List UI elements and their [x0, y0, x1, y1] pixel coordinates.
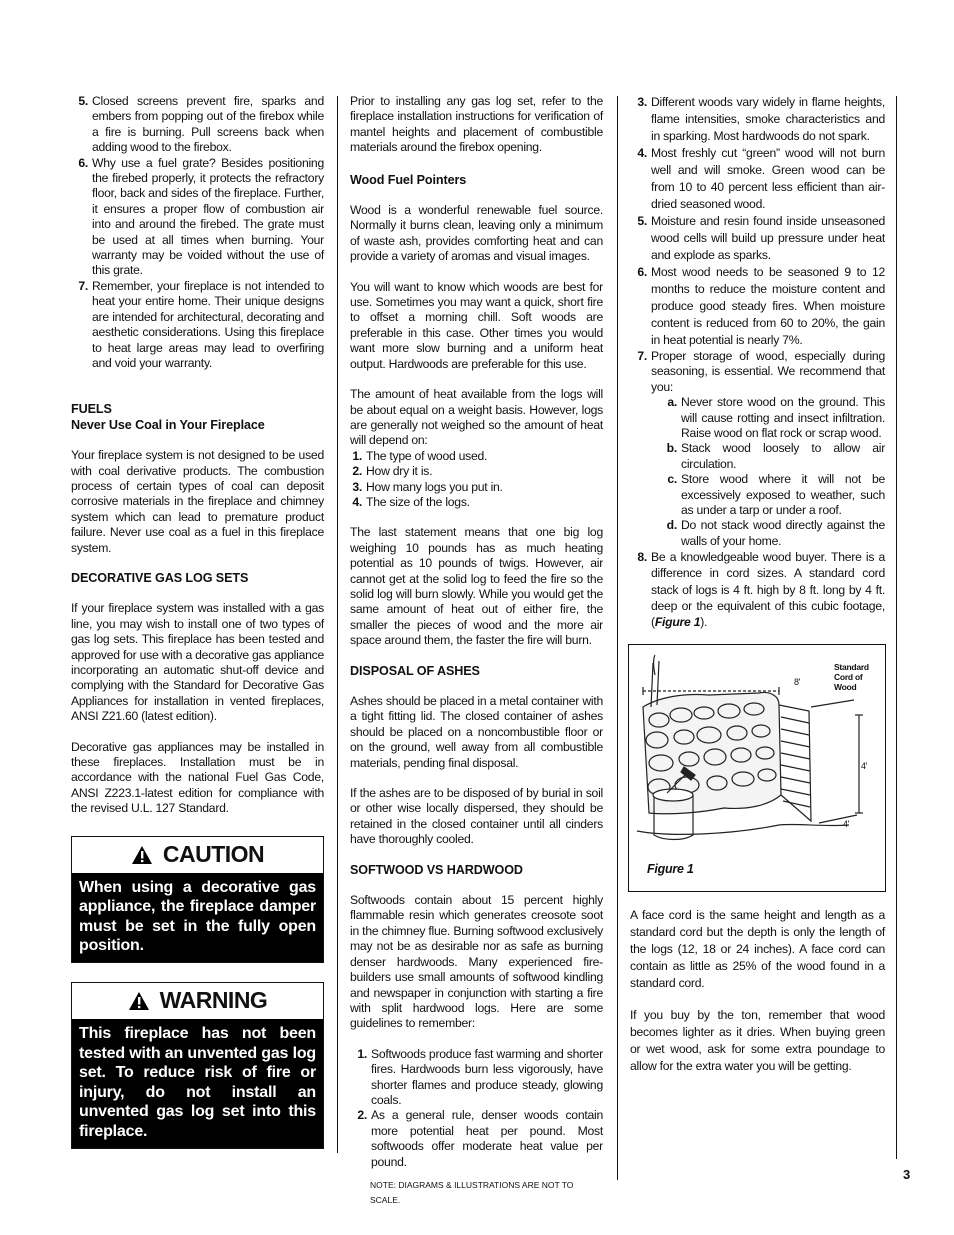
column-middle: [350, 94, 603, 1209]
warning-triangle-icon: [128, 991, 150, 1011]
list-item: 7. Remember, your fireplace is not intended to heat your entire home. Their unique designs are intended for architectural, decorating and aesthetic considerations. Using this fireplace to heat large areas may lead to overfiring and void your warranty.: [78, 278, 324, 370]
warning-text: This fireplace has not been tested with an unvented gas log set. To reduce risk of fire or injury, do not install an unvented gas log set into this fireplace.: [72, 1019, 323, 1148]
paragraph: The amount of heat available from the logs will be about equal on a weight basis. However, logs are generally not weighed so the amount of heat will depend on:: [350, 387, 603, 448]
paragraph: Wood is a wonderful renewable fuel source. Normally it burns clean, leaving only a minimum of waste ash, provides comforting heat and can provide a variety of aromas and visual images.: [350, 203, 603, 264]
column-divider-3: [896, 96, 897, 1159]
figure-label: Wood: [834, 682, 857, 693]
section-subheading: Never Use Coal in Your Fireplace: [71, 417, 265, 432]
dimension-depth: 4': [843, 819, 850, 830]
list-item: 3. Different woods vary widely in flame heights, flame intensities, smoke characteristics and in sparking. Most hardwoods do not spark.: [637, 95, 885, 143]
list-item: 6. Most wood needs to be seasoned 9 to 12 months to reduce the moisture content and produce good steady fires. When moisture content is reduced from 60 to 20%, the gain in heat potential is nearly 7%.: [637, 265, 885, 347]
list-item: 5. Moisture and resin found inside unseasoned wood cells will build up pressure under heat and explode as sparks.: [637, 214, 885, 262]
list-item: 5. Closed screens prevent fire, sparks and embers from popping out of the firebox while a fire is burning. Pull screens back when adding wood to the firebox.: [78, 94, 324, 155]
list-item: 6. Why use a fuel grate? Besides positioning the firebed properly, it protects the refractory floor, back and sides of the fireplace. Further, it ensures a proper flow of combustion air into and around the firebed. The grate must be used at all times when burning. Your warranty may be voided without the use of this grate.: [78, 155, 324, 278]
paragraph: Ashes should be placed in a metal container with a tight fitting lid. The closed container of ashes should be placed on a noncombustible floor or on the ground, well away from all combustible materials, pending final disposal.: [350, 694, 603, 770]
paragraph: If you buy by the ton, remember that wood becomes lighter as it dries. When buying green or wet wood, ask for some extra poundage to allow for the extra water you will be getting.: [630, 1008, 885, 1074]
section-heading: SOFTWOOD VS HARDWOOD: [350, 862, 523, 877]
section-heading: DECORATIVE GAS LOG SETS: [71, 570, 249, 585]
woodpile-illustration: [629, 645, 885, 891]
list-item: 4. The size of the logs.: [352, 494, 470, 509]
figure-caption: Figure 1: [647, 861, 694, 876]
page-number: 3: [903, 1167, 911, 1182]
warning-title: WARNING: [159, 987, 268, 1014]
column-left: [71, 94, 324, 1149]
figure-label: Standard: [834, 662, 869, 673]
column-divider-1: [337, 96, 338, 1153]
list-item: 7. Proper storage of wood, especially during seasoning, is essential. We recommend that you:: [637, 349, 885, 394]
column-right: [630, 94, 885, 1075]
paragraph: A face cord is the same height and length as a standard cord but the depth is only the length of the logs (12, 18 or 24 inches). A face cord can contain as little as 25% of the wood found in a standard cord.: [630, 908, 885, 991]
paragraph: If the ashes are to be disposed of by burial in soil or other wise locally dispersed, they should be retained in the closed container until all cinders have thoroughly cooled.: [350, 786, 603, 847]
section-heading: FUELS: [71, 402, 112, 417]
list-item: 2. How dry it is.: [352, 464, 433, 479]
paragraph: Softwoods contain about 15 percent highly flammable resin which generates creosote soot in the chimney flue. Burning softwood exclusively may not be as desirable nor as safe as burning denser hardwoods. Many experienced fire-builders use small amounts of softwood kindling and newspaper in conjunction with starting a fire with split hardwood logs. Here are some guidelines to remember:: [350, 893, 603, 1031]
list-item: 8. Be a knowledgeable wood buyer. There is a difference in cord sizes. A standard cord stack of logs is 4 ft. high by 8 ft. long by 4 ft. deep or the equivalent of this cubic footage, (Figure 1).: [637, 550, 885, 630]
warning-triangle-icon: [131, 845, 153, 865]
section-heading: Wood Fuel Pointers: [350, 172, 467, 187]
list-item: 1. The type of wood used.: [352, 448, 488, 463]
list-item: 4. Most freshly cut “green” wood will not burn well and will smoke. Green wood can be from 10 to 40 percent less efficient than air-dried seasoned wood.: [637, 146, 885, 211]
dimension-height: 4': [861, 761, 868, 772]
list-item: a. Never store wood on the ground. This will cause rotting and insect infiltration. Raise wood on flat rock or scrap wood.: [667, 395, 885, 441]
column-divider-2: [617, 96, 618, 1180]
section-heading: DISPOSAL OF ASHES: [350, 663, 480, 678]
list-item: 2. As a general rule, denser woods contain more potential heat per pound. Most softwoods offer moderate heat value per pound.: [357, 1108, 603, 1169]
paragraph: The last statement means that one big log weighing 10 pounds has as much heating potential as 10 pounds of twigs. However, air cannot get at the solid log to feed the fire so the solid log will burn slowly. While you would get the same amount of heat out of either fire, the smaller the pieces of wood and the more air space around them, the faster the fire will burn.: [350, 525, 603, 648]
figure-label: Cord of: [834, 672, 863, 683]
caution-text: When using a decorative gas appliance, the fireplace damper must be set in the fully open position.: [72, 873, 323, 962]
dimension-length: 8': [794, 677, 801, 688]
scale-note: NOTE: DIAGRAMS & ILLUSTRATIONS ARE NOT TO SCALE.: [370, 1179, 574, 1206]
list-item: b. Stack wood loosely to allow air circulation.: [666, 441, 885, 471]
figure-reference: Figure 1: [654, 615, 701, 630]
paragraph: Decorative gas appliances may be installed in these fireplaces. Installation must be in accordance with the national Fuel Gas Code, ANSI Z223.1-latest edition for compliance with the revised U.L. 127 Standard.: [71, 739, 324, 816]
paragraph: You will want to know which woods are best for use. Sometimes you may want a quick, short fire to offset a morning chill. Soft woods are preferable in this case. Other times you would want more slow burning and a uniform heat output. Hardwoods are preferable for this use.: [350, 279, 603, 371]
list-item: c. Store wood where it will not be excessively exposed to weather, such as under a tarp or under a roof.: [667, 472, 885, 518]
paragraph: If your fireplace system was installed with a gas line, you may wish to install one of two types of gas log sets. This fireplace has been tested and approved for use with a decorative gas appliance incorporating an automatic shut-off device and complying with the Standard for Decorative Gas Appliances for installation in vented fireplaces, ANSI Z21.60 (latest edition).: [71, 601, 324, 724]
list-item: 1. Softwoods produce fast warming and shorter fires. Hardwoods burn less vigorously, have shorter flames and produce steady, glowing coals.: [357, 1046, 603, 1107]
paragraph: Prior to installing any gas log set, refer to the fireplace installation instructions for verification of mantel heights and placement of combustible materials around the firebox opening.: [350, 94, 603, 155]
list-item: d. Do not stack wood directly against the walls of your home.: [666, 518, 885, 548]
paragraph: Your fireplace system is not designed to be used with coal derivative products. The combustion process of certain types of coal can deposit corrosive materials in the fireplace and chimney system which can lead to premature product failure. Never use coal as a fuel in this fireplace system.: [71, 448, 324, 555]
caution-box: [71, 836, 324, 963]
list-item: 3. How many logs you put in.: [352, 479, 503, 494]
warning-box: [71, 982, 324, 1149]
caution-title: CAUTION: [162, 840, 265, 867]
figure-cord-of-wood: [628, 644, 886, 892]
